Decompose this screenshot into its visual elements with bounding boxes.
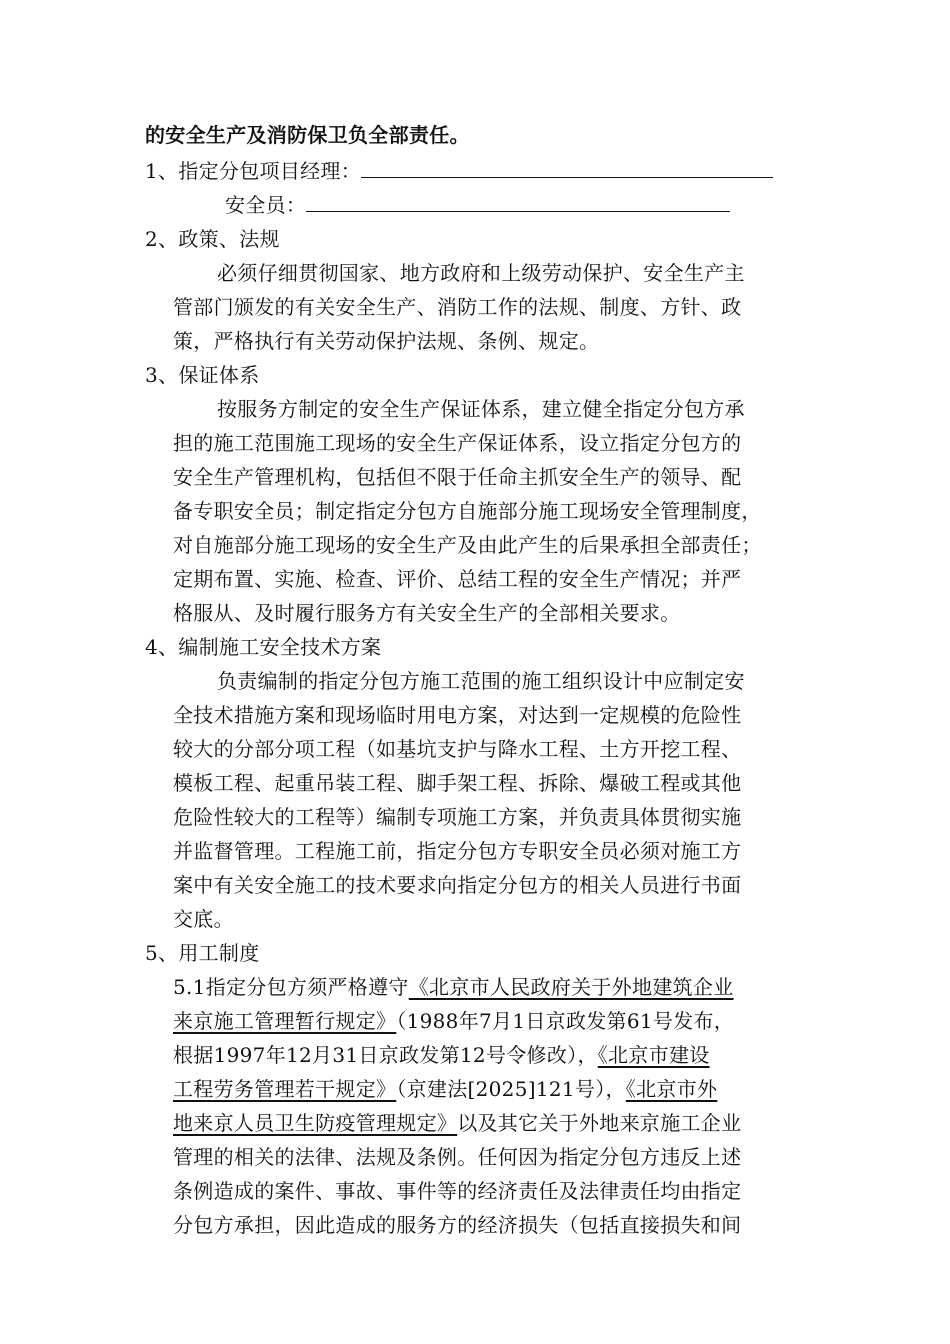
s4-line-3: 较大的分部分项工程（如基坑支护与降水工程、土方开挖工程、 xyxy=(173,737,742,761)
regulation-link-1a[interactable]: 《北京市人民政府关于外地建筑企业 xyxy=(408,975,734,999)
s4-line-7: 案中有关安全施工的技术要求向指定分包方的相关人员进行书面 xyxy=(173,873,742,897)
safety-officer-blank[interactable] xyxy=(306,189,730,212)
section-2-heading: 2、政策、法规 xyxy=(145,227,280,251)
section-4-heading: 4、编制施工安全技术方案 xyxy=(145,635,382,659)
safety-officer-label: 安全员： xyxy=(225,193,307,217)
s3-line-1: 按服务方制定的安全生产保证体系，建立健全指定分包方承 xyxy=(217,397,745,421)
s3-line-5: 对自施部分施工现场的安全生产及由此产生的后果承担全部责任； xyxy=(173,533,762,557)
regulation-link-3b[interactable]: 地来京人员卫生防疫管理规定》 xyxy=(173,1111,458,1135)
s5-line-1 xyxy=(173,970,734,1004)
section-3-heading: 3、保证体系 xyxy=(145,363,260,387)
s5-line-4-mid: （京建法[2025]121号）， xyxy=(396,1077,626,1101)
s5-line-3 xyxy=(173,1038,710,1072)
s5-line-2 xyxy=(173,1004,734,1038)
regulation-link-2a[interactable]: 《北京市建设 xyxy=(597,1043,710,1067)
s3-line-7: 格服从、及时履行服务方有关安全生产的全部相关要求。 xyxy=(173,601,681,625)
s4-line-6: 并监督管理。工程施工前，指定分包方专职安全员必须对施工方 xyxy=(173,839,742,863)
clause-5-1-prefix: 5.1指定分包方须严格遵守 xyxy=(173,975,409,999)
regulation-link-3a[interactable]: 《北京市外 xyxy=(625,1077,718,1101)
s3-line-6: 定期布置、实施、检查、评价、总结工程的安全生产情况；并严 xyxy=(173,567,742,591)
s5-line-7: 条例造成的案件、事故、事件等的经济责任及法律责任均由指定 xyxy=(173,1179,742,1203)
s5-line-5-rest: 以及其它关于外地来京施工企业 xyxy=(457,1111,742,1135)
section-1-row xyxy=(145,154,773,188)
intro-tail-text: 的安全生产及消防保卫负全部责任。 xyxy=(145,123,470,147)
s5-line-2-rest: （1988年7月1日京政发第61号发布， xyxy=(396,1009,735,1033)
s4-line-1: 负责编制的指定分包方施工范围的施工组织设计中应制定安 xyxy=(217,669,745,693)
regulation-link-1b[interactable]: 来京施工管理暂行规定》 xyxy=(173,1009,397,1033)
s4-line-5: 危险性较大的工程等）编制专项施工方案，并负责具体贯彻实施 xyxy=(173,805,742,829)
s3-line-3: 安全生产管理机构，包括但不限于任命主抓安全生产的领导、配 xyxy=(173,465,742,489)
s2-line-2: 管部门颁发的有关安全生产、消防工作的法规、制度、方针、政 xyxy=(173,295,742,319)
s4-line-8: 交底。 xyxy=(173,907,234,931)
s5-line-5 xyxy=(173,1106,741,1140)
s5-line-8: 分包方承担，因此造成的服务方的经济损失（包括直接损失和间 xyxy=(173,1213,742,1237)
regulation-link-2b[interactable]: 工程劳务管理若干规定》 xyxy=(173,1077,397,1101)
s3-line-4: 备专职安全员；制定指定分包方自施部分施工现场安全管理制度， xyxy=(173,499,762,523)
s4-line-4: 模板工程、起重吊装工程、脚手架工程、拆除、爆破工程或其他 xyxy=(173,771,742,795)
project-manager-blank[interactable] xyxy=(361,155,773,178)
safety-officer-row xyxy=(225,188,730,222)
s2-line-1: 必须仔细贯彻国家、地方政府和上级劳动保护、安全生产主 xyxy=(217,261,745,285)
s5-line-6: 管理的相关的法律、法规及条例。任何因为指定分包方违反上述 xyxy=(173,1145,742,1169)
s4-line-2: 全技术措施方案和现场临时用电方案，对达到一定规模的危险性 xyxy=(173,703,742,727)
section-5-heading: 5、用工制度 xyxy=(145,941,260,965)
section-1-heading: 1、指定分包项目经理： xyxy=(145,159,362,183)
s2-line-3: 策，严格执行有关劳动保护法规、条例、规定。 xyxy=(173,329,600,353)
s5-line-3-text: 根据1997年12月31日京政发第12号令修改）， xyxy=(173,1043,598,1067)
s3-line-2: 担的施工范围施工现场的安全生产保证体系，设立指定分包方的 xyxy=(173,431,742,455)
s5-line-4 xyxy=(173,1072,717,1106)
